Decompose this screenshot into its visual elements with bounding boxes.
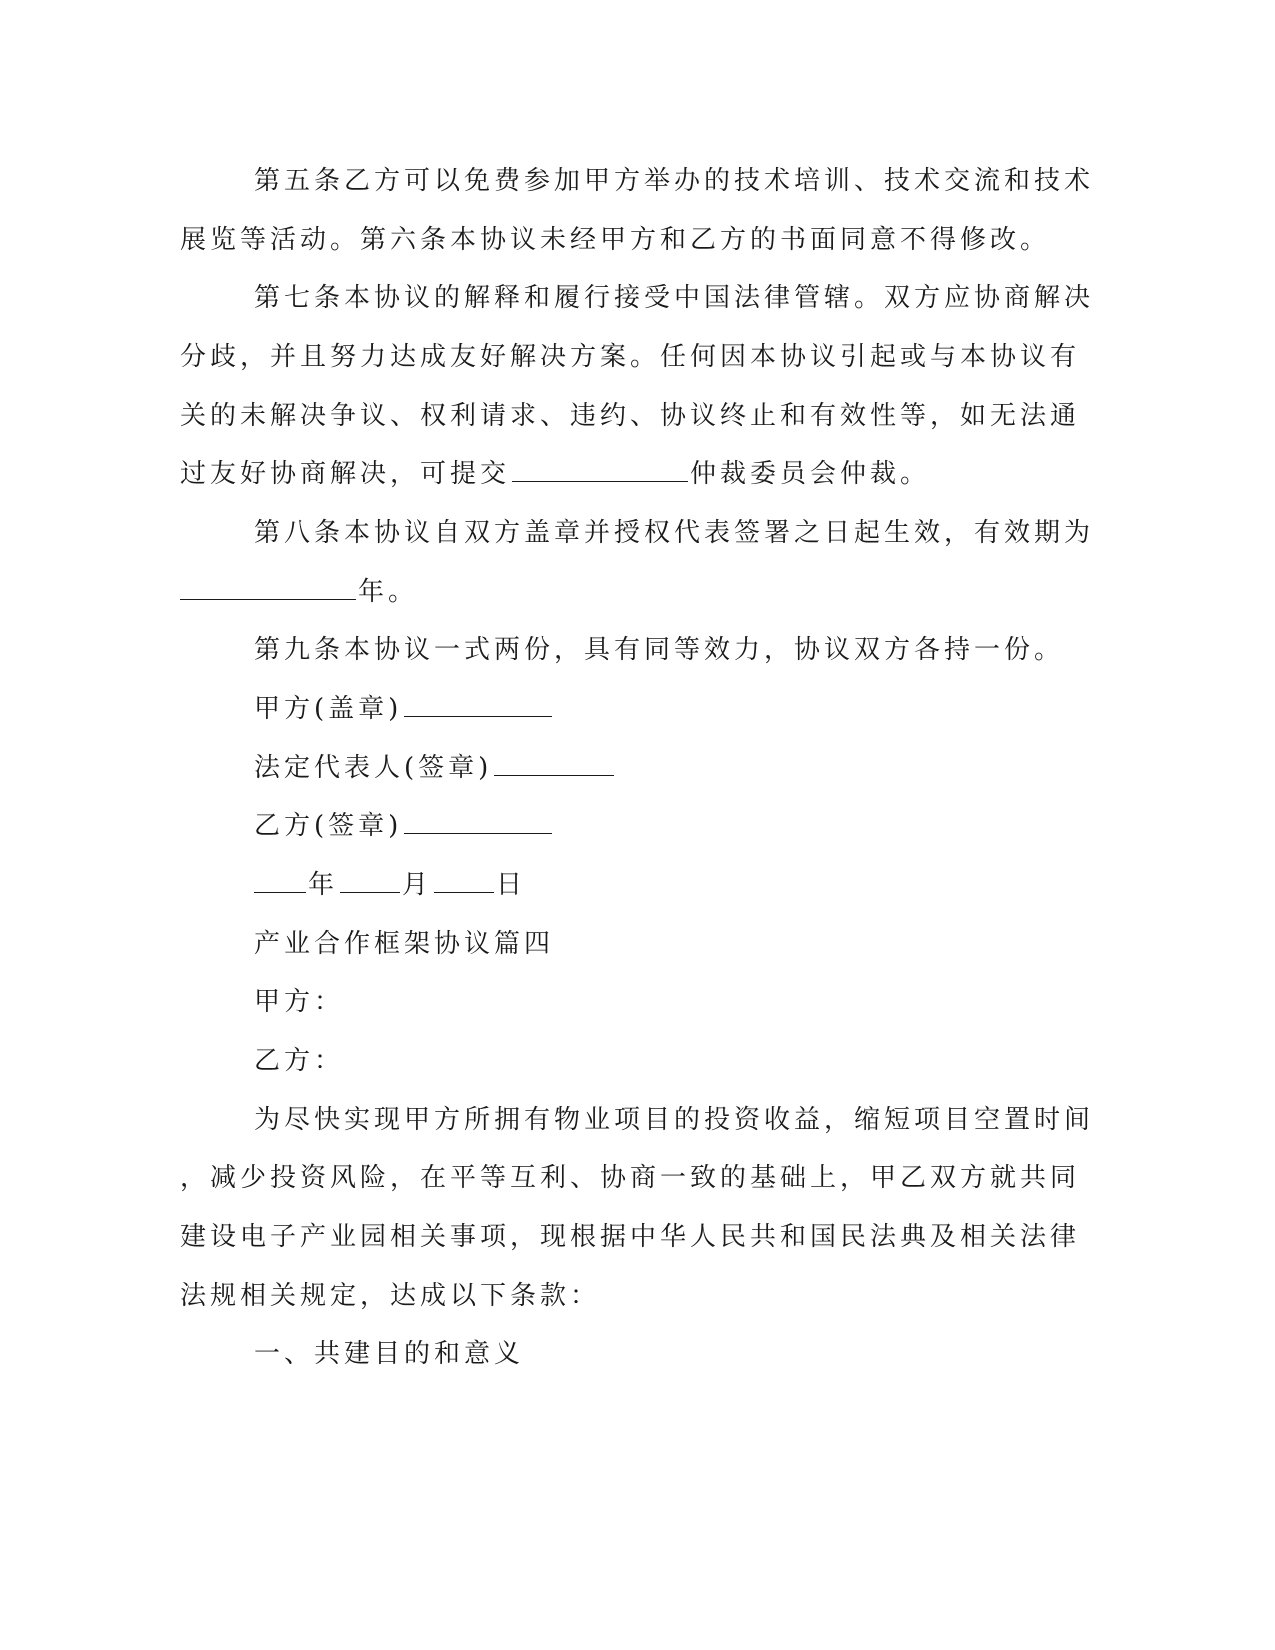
article-7-line-4 bbox=[180, 444, 1040, 504]
year-blank bbox=[254, 856, 306, 893]
preamble-line-4: 法规相关规定，达成以下条款： bbox=[180, 1281, 601, 1311]
month-label: 月 bbox=[402, 870, 433, 900]
date-line bbox=[254, 855, 1114, 915]
day-label: 日 bbox=[496, 870, 527, 900]
clause-1-heading: 一、共建目的和意义 bbox=[254, 1339, 525, 1369]
party-a-label: 甲方： bbox=[254, 987, 345, 1017]
day-blank bbox=[434, 856, 494, 893]
month-blank bbox=[340, 856, 400, 893]
party-a-seal-line bbox=[254, 679, 1114, 739]
article-7-line-3: 关的未解决争议、权利请求、违约、协议终止和有效性等，如无法通 bbox=[180, 401, 1081, 431]
section-heading: 产业合作框架协议篇四 bbox=[254, 929, 555, 959]
arbitration-commission-blank bbox=[512, 445, 688, 482]
preamble-line-2: ，减少投资风险，在平等互利、协商一致的基础上，甲乙双方就共同 bbox=[180, 1163, 1081, 1193]
validity-years-unit: 年。 bbox=[358, 577, 419, 607]
article-5-6-line-2: 展览等活动。第六条本协议未经甲方和乙方的书面同意不得修改。 bbox=[180, 225, 1051, 255]
article-7-line-2: 分歧，并且努力达成友好解决方案。任何因本协议引起或与本协议有 bbox=[180, 342, 1081, 372]
article-8-line-1: 第八条本协议自双方盖章并授权代表签署之日起生效，有效期为 bbox=[254, 518, 1095, 548]
party-b-signature-line bbox=[254, 796, 1114, 856]
party-b-label: 乙方： bbox=[254, 1046, 345, 1076]
validity-years-blank bbox=[180, 563, 356, 600]
party-a-seal-label: 甲方(盖章) bbox=[254, 694, 403, 724]
arbitration-text-after: 仲裁委员会仲裁。 bbox=[690, 459, 931, 489]
arbitration-text-before: 过友好协商解决，可提交 bbox=[180, 459, 511, 489]
year-label: 年 bbox=[308, 870, 339, 900]
article-7-line-1: 第七条本协议的解释和履行接受中国法律管辖。双方应协商解决 bbox=[254, 283, 1095, 313]
party-b-signature-blank bbox=[404, 797, 552, 834]
preamble-line-1: 为尽快实现甲方所拥有物业项目的投资收益，缩短项目空置时间 bbox=[254, 1105, 1095, 1135]
party-a-seal-blank bbox=[404, 680, 552, 717]
legal-rep-signature-blank bbox=[494, 739, 614, 776]
article-8-line-2 bbox=[180, 562, 1040, 622]
preamble-line-3: 建设电子产业园相关事项，现根据中华人民共和国民法典及相关法律 bbox=[180, 1222, 1081, 1252]
article-5-line-1: 第五条乙方可以免费参加甲方举办的技术培训、技术交流和技术 bbox=[254, 166, 1095, 196]
legal-rep-signature-line bbox=[254, 738, 1114, 798]
party-b-signature-label: 乙方(签章) bbox=[254, 811, 403, 841]
article-9-line: 第九条本协议一式两份，具有同等效力，协议双方各持一份。 bbox=[254, 635, 1065, 665]
legal-rep-signature-label: 法定代表人(签章) bbox=[254, 753, 493, 783]
